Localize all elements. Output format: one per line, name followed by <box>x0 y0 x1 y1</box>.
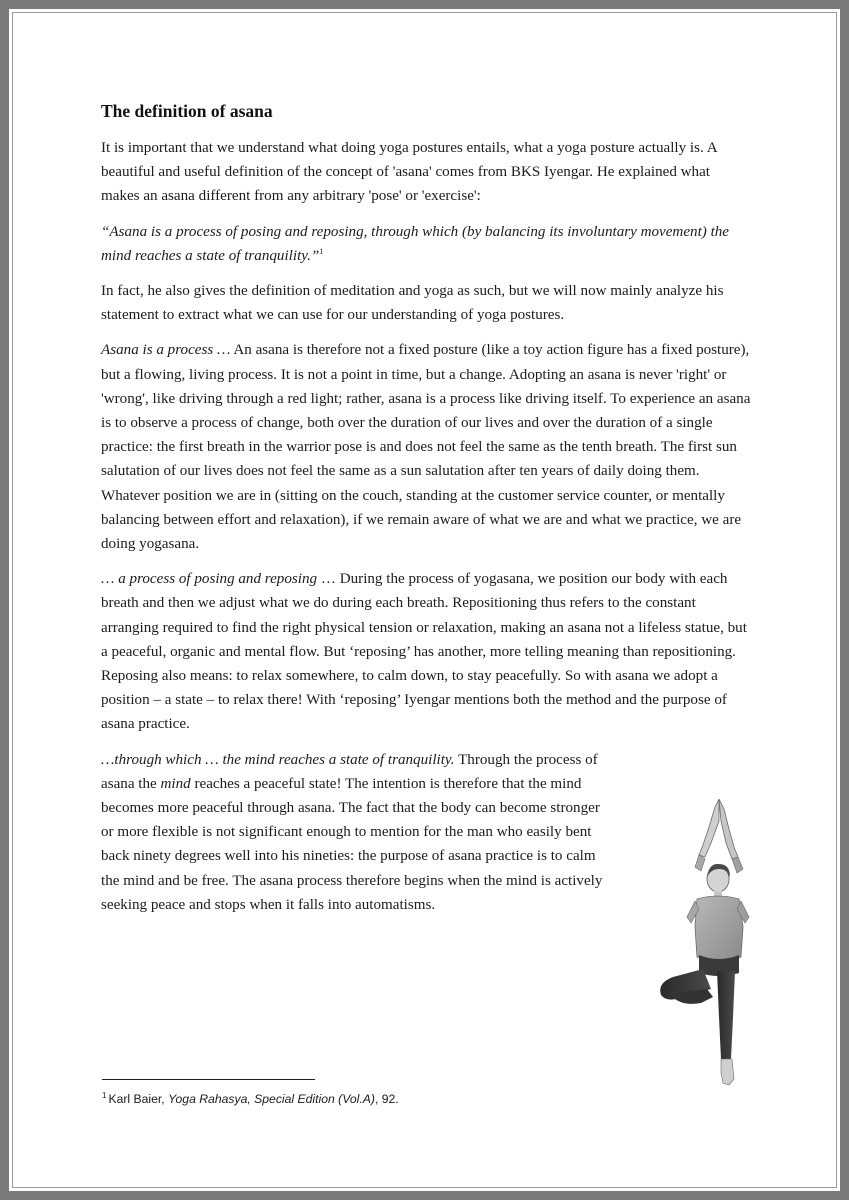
process-body: An asana is therefore not a fixed posture (like a toy action figure has a fixed posture), but a flowing, living process. It is not a point in time, but a change. Adopting an asana is never 'right' or 'wrong', like driving through a red light; rather, asana is a process like driving itself. To experience an asana is to observe a process of change, both over the duration of our lives and over the duration of a single practice: the first breath in the warrior pose is and does not feel the same as the tenth breath. The first sun salutation of our lives does not feel the same as a sun salutation after ten years of daily doing them. Whatever position we are in (sitting on the couch, standing at the customer service counter, or mentally balancing between effort and relaxation), if we remain aware of what we are and what we practice, we are doing yogasana. <box>101 342 751 553</box>
tree-pose-figure-icon <box>639 797 769 1087</box>
process-lead: Asana is a process … <box>101 342 231 359</box>
tranquility-lead: …through which … the mind reaches a state of tranquility. <box>101 751 455 768</box>
footnote-author: Karl Baier, <box>108 1092 169 1106</box>
section-heading: The definition of asana <box>101 101 273 121</box>
posing-lead: process of posing and reposing <box>129 571 318 588</box>
posing-paragraph <box>101 567 751 736</box>
posing-prefix: … a <box>101 571 130 588</box>
quote-text: “Asana is a process of posing and reposing, through which (by balancing its involuntary movement) the mind reaches a state of tranquility.” <box>101 223 730 264</box>
footnote-title: Yoga Rahasya, Special Edition (Vol.A) <box>168 1092 375 1106</box>
tranquility-mind-word: mind <box>160 775 191 792</box>
footnote-divider <box>102 1079 315 1080</box>
process-paragraph <box>101 338 751 556</box>
footnote-page: , 92. <box>374 1092 399 1106</box>
posing-body: … During the process of yogasana, we position our body with each breath and then we adjust what we do during each breath. Repositioning thus refers to the constant arranging required to find the right physical tension or relaxation, making an asana not a lifeless statue, but a peaceful, organic and mental flow. But ‘reposing’ has another, more telling meaning than repositioning. Reposing also means: to relax somewhere, to calm down, to stay peacefully. So with asana we adopt a position – a state – to relax there! With ‘reposing’ Iyengar mentions both the method and the purpose of asana practice. <box>101 571 747 733</box>
footnote <box>102 1091 399 1107</box>
tranquility-body-before: Through the process of asana the <box>101 751 598 792</box>
meditation-paragraph: In fact, he also gives the definition of meditation and yoga as such, but we will now mainly analyze his statement to extract what we can use for our understanding of yoga postures. <box>101 283 724 324</box>
intro-paragraph: It is important that we understand what doing yoga postures entails, what a yoga posture actually is. A beautiful and useful definition of the concept of 'asana' comes from BKS Iyengar. He explained what makes an asana different from any arbitrary 'pose' or 'exercise': <box>101 140 717 205</box>
tranquility-body-after: reaches a peaceful state! The intention is therefore that the mind becomes more peaceful through asana. The fact that the body can become stronger or more flexible is not significant enough to mention for the man who easily bent back ninety degrees well into his nineties: the purpose of asana practice is to calm the mind and be free. The asana process therefore begins when the mind is actively seeking peace and stops when it falls into automatisms. <box>101 775 603 913</box>
footnote-number: 1 <box>102 1091 107 1100</box>
footnote-reference[interactable]: 1 <box>319 246 324 256</box>
iyengar-quote <box>101 220 751 268</box>
tranquility-paragraph <box>101 748 606 917</box>
